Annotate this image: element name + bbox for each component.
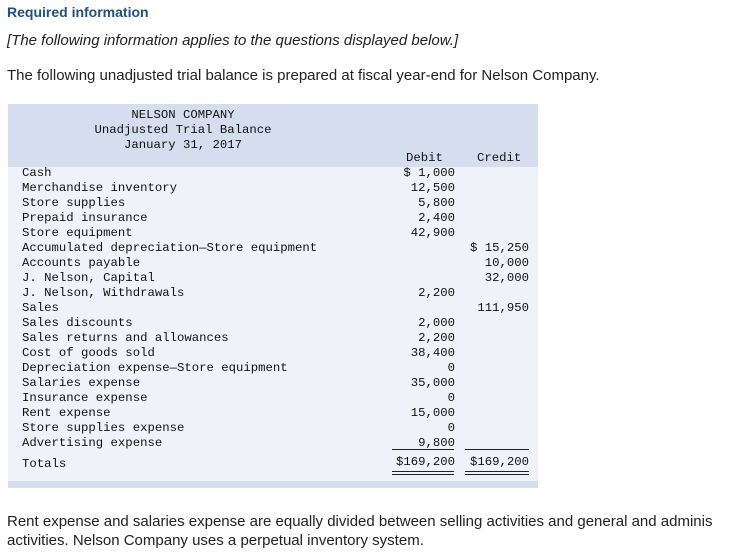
debit-amount: 5,800: [418, 196, 455, 210]
account-label: Insurance expense: [22, 391, 148, 405]
account-label: Sales discounts: [22, 316, 133, 330]
trial-balance-footer-band: [8, 481, 538, 488]
account-label: Cash: [22, 166, 52, 180]
debit-amount: 35,000: [410, 376, 455, 390]
account-label: J. Nelson, Withdrawals: [22, 286, 185, 300]
credit-total-double-rule: [465, 471, 529, 475]
debit-subtotal-rule: [392, 449, 454, 450]
debit-total-double-rule: [392, 471, 454, 475]
account-label: Accounts payable: [22, 256, 141, 270]
account-label: Rent expense: [22, 406, 111, 420]
credit-subtotal-rule: [465, 449, 529, 450]
debit-amount: 15,000: [410, 406, 455, 420]
account-label: Store equipment: [22, 226, 133, 240]
credit-amount: 32,000: [484, 271, 529, 285]
totals-credit: $169,200: [469, 455, 529, 469]
credit-amount: $ 15,250: [469, 241, 529, 255]
account-label: Prepaid insurance: [22, 211, 148, 225]
account-label: Advertising expense: [22, 436, 163, 450]
debit-amount: 2,000: [418, 316, 455, 330]
debit-amount: 2,400: [418, 211, 455, 225]
debit-amount: 9,800: [418, 436, 455, 450]
trial-balance-header: [8, 104, 538, 167]
debit-amount: $ 1,000: [403, 166, 455, 180]
account-label: Accumulated depreciation—Store equipment: [22, 241, 318, 255]
account-label: Sales: [22, 301, 59, 315]
debit-amount: 12,500: [410, 181, 455, 195]
account-label: J. Nelson, Capital: [22, 271, 155, 285]
account-label: Merchandise inventory: [22, 181, 177, 195]
intro-text: The following unadjusted trial balance is prepared at fiscal year-end for Nelson Company.: [7, 67, 600, 84]
account-label: Depreciation expense—Store equipment: [22, 361, 288, 375]
account-label: Store supplies: [22, 196, 126, 210]
account-label: Store supplies expense: [22, 421, 185, 435]
trial-balance-table: [8, 104, 538, 488]
footer-line-2: activities. Nelson Company uses a perpetual inventory system.: [7, 532, 424, 549]
statement-title: Unadjusted Trial Balance: [94, 123, 272, 137]
totals-debit: $169,200: [395, 455, 455, 469]
company-name: NELSON COMPANY: [131, 108, 235, 122]
debit-amount: 2,200: [418, 331, 455, 345]
debit-amount: 42,900: [410, 226, 455, 240]
account-label: Cost of goods sold: [22, 346, 155, 360]
credit-amount: 10,000: [484, 256, 529, 270]
applies-note: [The following information applies to the questions displayed below.]: [7, 32, 459, 49]
debit-amount: 0: [447, 361, 455, 375]
debit-column-header: Debit: [406, 151, 443, 165]
account-label: Salaries expense: [22, 376, 141, 390]
required-information-heading: Required information: [7, 4, 149, 20]
totals-label: Totals: [22, 457, 67, 471]
debit-amount: 2,200: [418, 286, 455, 300]
footer-text: [7, 512, 712, 550]
credit-column-header: Credit: [477, 151, 522, 165]
footer-line-1: Rent expense and salaries expense are equally divided between selling activities and general and adminis: [7, 513, 713, 530]
statement-date: January 31, 2017: [123, 138, 243, 152]
account-label: Sales returns and allowances: [22, 331, 229, 345]
debit-amount: 0: [447, 421, 455, 435]
debit-amount: 38,400: [410, 346, 455, 360]
credit-amount: 111,950: [477, 301, 529, 315]
debit-amount: 0: [447, 391, 455, 405]
